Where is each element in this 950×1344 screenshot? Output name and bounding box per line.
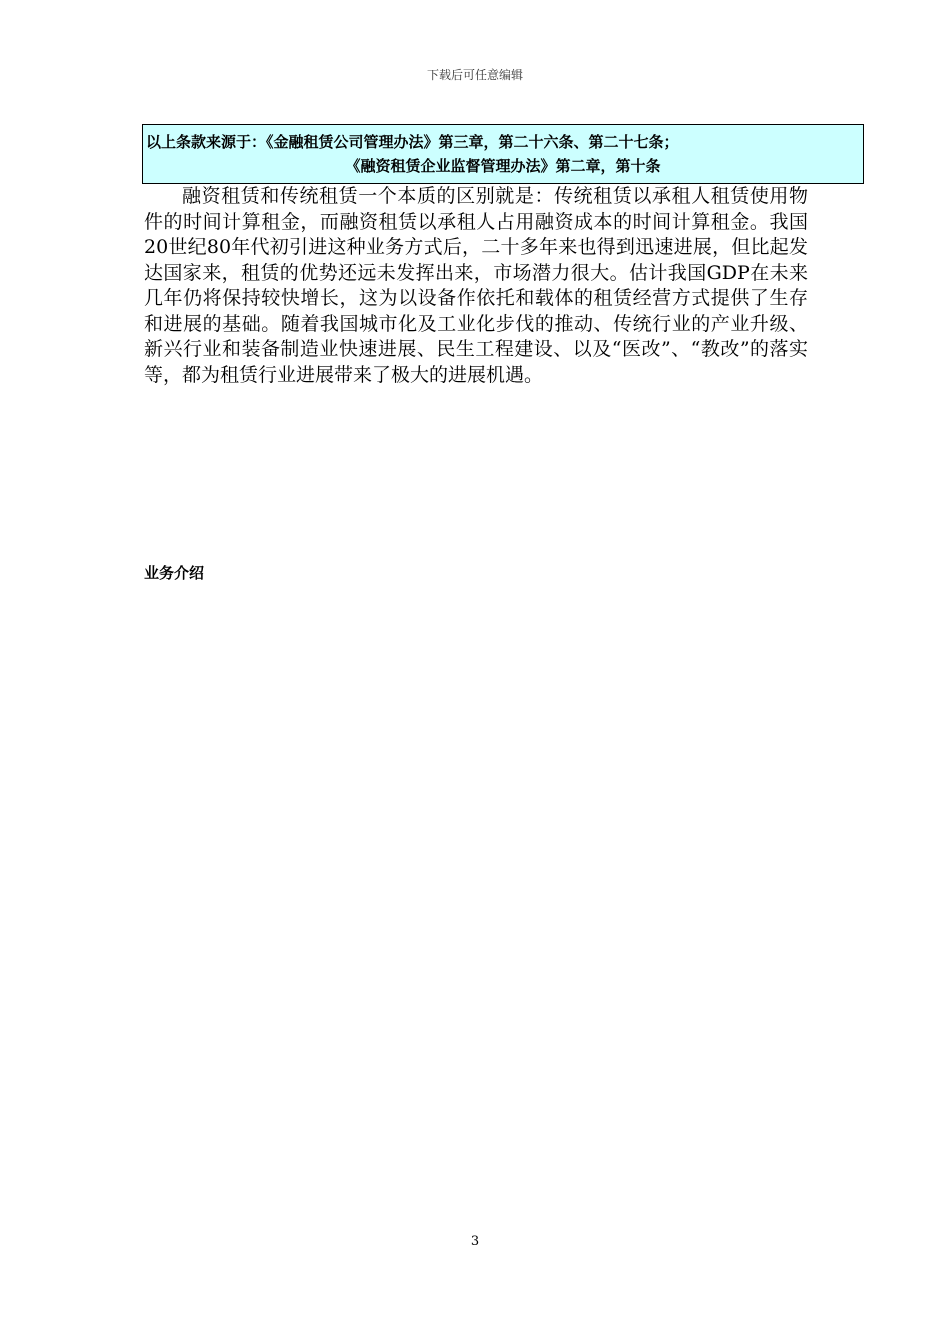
source-citation-line-1: 以上条款来源于：《金融租赁公司管理办法》第三章，第二十六条、第二十七条； — [146, 133, 679, 151]
body-paragraph: 融资租赁和传统租赁一个本质的区别就是：传统租赁以承租人租赁使用物件的时间计算租金，而融资租赁以承租人占用融资成本的时间计算租金。我国20世纪80年代初引进这种业务方式后，二十多年来也得到迅速进展，但比起发达国家来，租赁的优势还远未发挥出来，市场潜力很大。估计我国GDP在未来几年仍将保持较快增长，这为以设备作依托和载体的租赁经营方式提供了生存和进展的基础。随着我国城市化及工业化步伐的推动、传统行业的产业升级、新兴行业和装备制造业快速进展、民生工程建设、以及“医改”、“教改”的落实等，都为租赁行业进展带来了极大的进展机遇。 — [144, 185, 808, 386]
source-citation-box — [142, 124, 864, 184]
page-number: 3 — [470, 1234, 480, 1249]
page-header-note: 下载后可任意编辑 — [426, 68, 523, 82]
section-heading: 业务介绍 — [144, 564, 205, 582]
source-citation-line-2: 《融资租赁企业监督管理办法》第二章，第十条 — [345, 157, 661, 175]
